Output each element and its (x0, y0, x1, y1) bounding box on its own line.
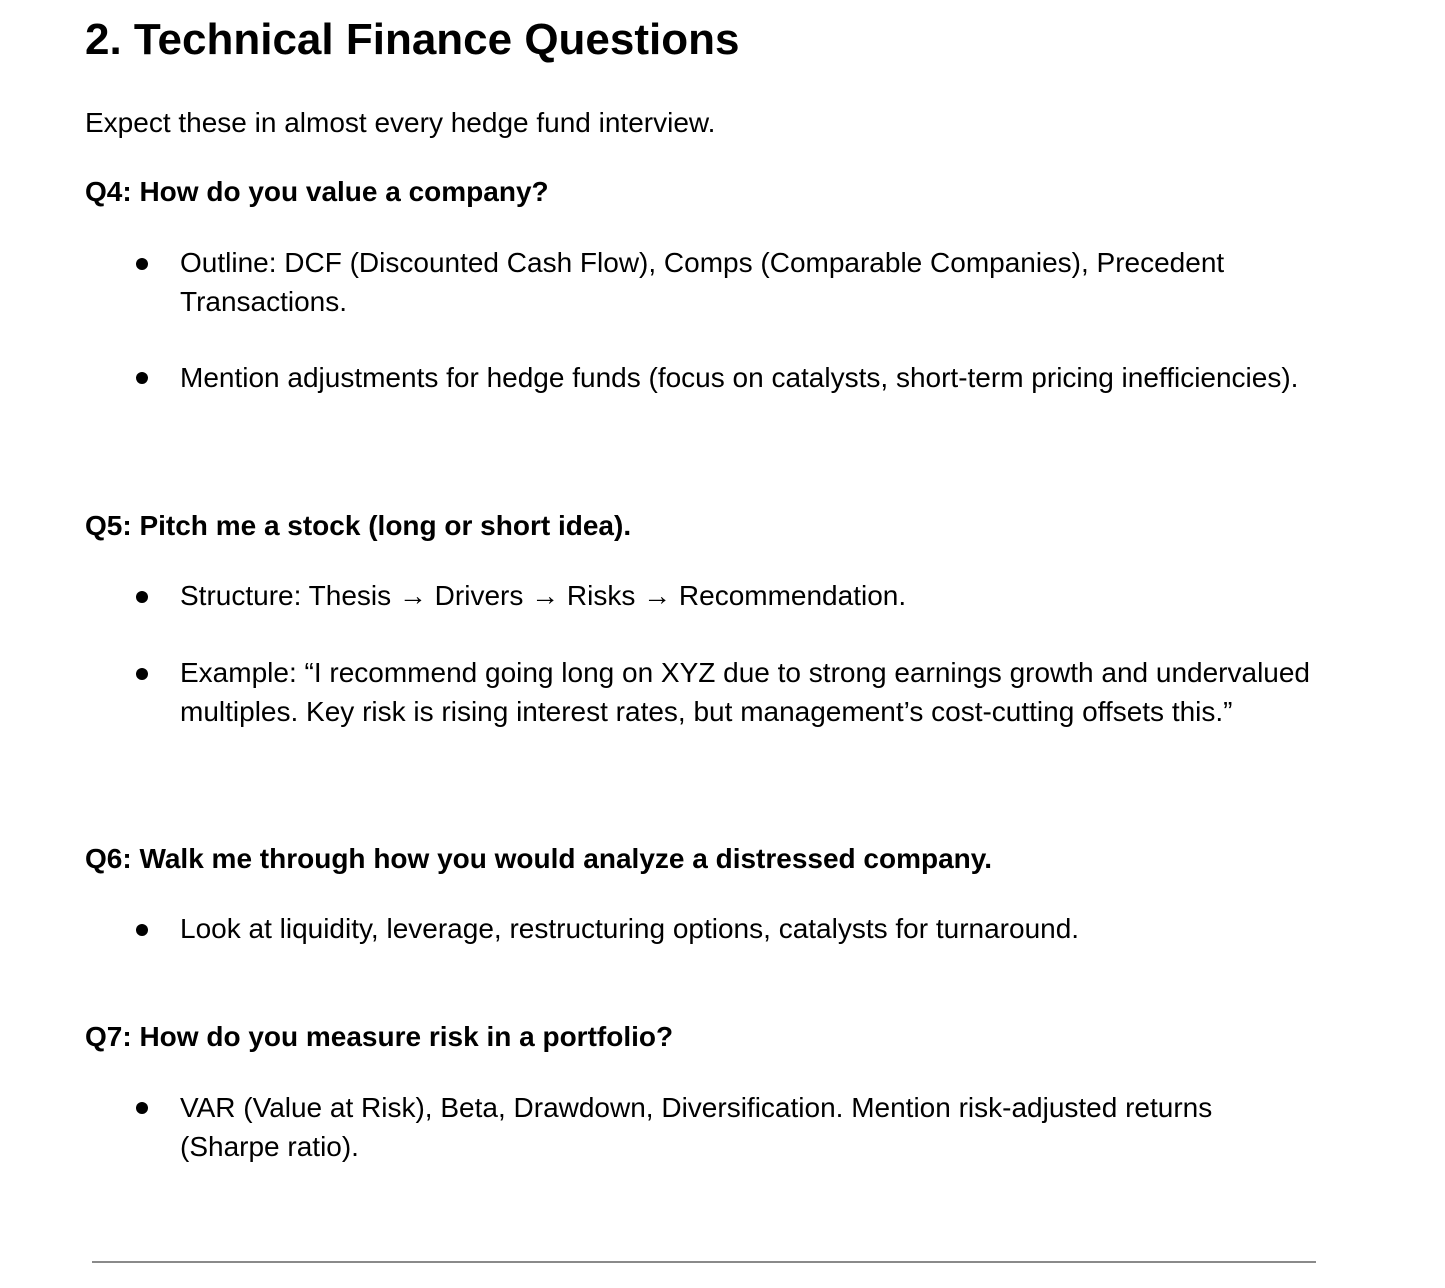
bullet-dot-icon (134, 911, 151, 949)
question-heading-q7: Q7: How do you measure risk in a portfolio? (85, 1021, 674, 1052)
horizontal-divider (92, 1261, 1316, 1263)
bullet-dot-icon (134, 578, 151, 616)
list-item: Example: “I recommend going long on XYZ due to strong earnings growth and undervalued multiples. Key risk is rising interest rates, but management’s cost-cutting offsets this.” (180, 657, 1311, 727)
question-heading-q5: Q5: Pitch me a stock (long or short idea). (85, 510, 632, 541)
question-heading-q6: Q6: Walk me through how you would analyze a distressed company. (85, 843, 993, 874)
intro-text: Expect these in almost every hedge fund interview. (85, 107, 716, 138)
list-item: Structure: Thesis → Drivers → Risks → Recommendation. (180, 580, 907, 611)
bullet-dot-icon (134, 245, 151, 283)
bullet-dot-icon (134, 359, 151, 397)
question-heading-q4: Q4: How do you value a company? (85, 176, 549, 207)
page-title: 2. Technical Finance Questions (85, 15, 740, 64)
list-item: Outline: DCF (Discounted Cash Flow), Comps (Comparable Companies), Precedent Transactions. (180, 247, 1225, 317)
list-item: Mention adjustments for hedge funds (focus on catalysts, short-term pricing inefficiencies). (180, 362, 1299, 393)
list-item: Look at liquidity, leverage, restructuring options, catalysts for turnaround. (180, 913, 1080, 944)
list-item: VAR (Value at Risk), Beta, Drawdown, Diversification. Mention risk-adjusted returns (Sharpe ratio). (180, 1092, 1213, 1162)
bullet-dot-icon (134, 1089, 151, 1127)
bullet-dot-icon (134, 655, 151, 693)
